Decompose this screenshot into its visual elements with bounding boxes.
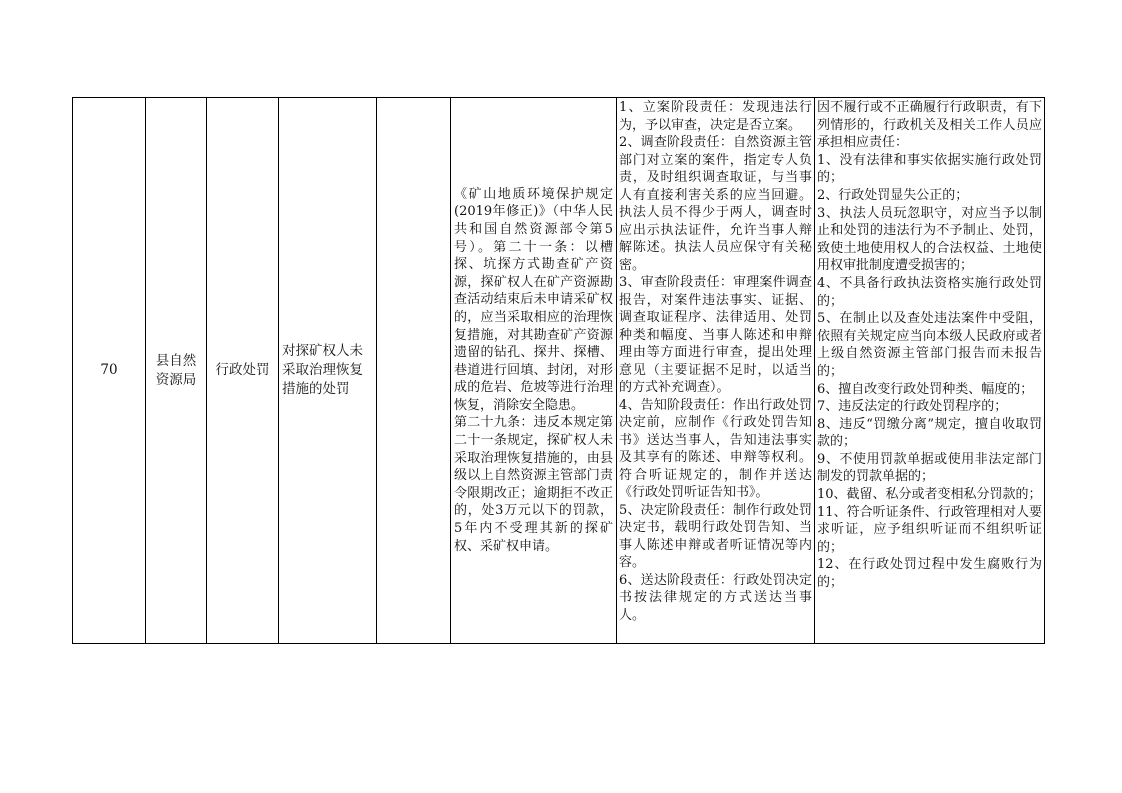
category-cell: 行政处罚 bbox=[207, 98, 279, 644]
sub-item-cell bbox=[377, 98, 451, 644]
legal-basis-text bbox=[451, 186, 616, 555]
liability-item: 4、不具备行政执法资格实施行政处罚的； bbox=[817, 275, 1042, 309]
responsibility-item: 3、审查阶段责任：审理案件调查报告，对案件违法事实、证据、调查取证程序、法律适用、处罚种类和幅度、当事人陈述和申辩理由等方面进行审查，提出处理意见（主要证据不足时，以适当的方式补充调查）。 bbox=[619, 275, 812, 395]
department-cell bbox=[146, 98, 207, 644]
responsibility-clip bbox=[617, 98, 814, 643]
liability-item: 7、违反法定的行政处罚程序的； bbox=[817, 399, 1008, 415]
liability-item: 1、没有法律和事实依据实施行政处罚的； bbox=[817, 152, 1042, 186]
liability-item: 因不履行或不正确履行行政职责，有下列情形的，行政机关及相关工作人员应承担相应责任： bbox=[817, 100, 1042, 151]
legal-basis-paragraph: 第二十九条：违反本规定第二十一条规定，探矿权人未采取治理恢复措施的，由县级以上自然资源主管部门责令限期改正；逾期拒不改正的，处3万元以下的罚款，5年内不受理其新的探矿权、采矿权申请。 bbox=[454, 415, 613, 554]
responsibility-item: 5、决定阶段责任：制作行政处罚决定书，载明行政处罚告知、当事人陈述申辩或者听证情况等内容。 bbox=[619, 502, 812, 570]
liability-clip bbox=[815, 98, 1044, 643]
liability-text bbox=[815, 99, 1044, 592]
responsibility-text bbox=[617, 99, 814, 624]
liability-item: 9、不使用罚款单据或使用非法定部门制发的罚款单据的； bbox=[817, 451, 1042, 485]
liability-item: 10、截留、私分或者变相私分罚款的； bbox=[817, 487, 1042, 503]
responsibility-item: 4、告知阶段责任：作出行政处罚决定前，应制作《行政处罚告知书》送达当事人，告知违法事实及其享有的陈述、申辩等权利。符合听证规定的，制作并送达《行政处罚听证告知书》。 bbox=[619, 397, 812, 500]
liability-item: 6、擅自改变行政处罚种类、幅度的； bbox=[817, 381, 1034, 397]
legal-basis-paragraph: 《矿山地质环境保护规定(2019年修正)》（中华人民共和国自然资源部令第5号）。第二十一条：以槽探、坑探方式勘查矿产资源，探矿权人在矿产资源勘查活动结束后未申请采矿权的，应当采取相应的治理恢复措施，对其勘查矿产资源遗留的钻孔、探井、探槽、巷道进行回填、封闭，对形成的危岩、危坡等进行治理恢复，消除安全隐患。 bbox=[454, 186, 613, 413]
liability-item: 2、行政处罚显失公正的； bbox=[817, 187, 969, 203]
row-number: 70 bbox=[73, 98, 146, 644]
liability-item: 11、符合听证条件、行政管理相对人要求听证，应予组织听证而不组织听证的； bbox=[817, 504, 1042, 555]
responsibility-item: 2、调查阶段责任：自然资源主管部门对立案的案件，指定专人负责，及时组织调查取证，与当事人有直接利害关系的应当回避。执法人员不得少于两人，调查时应出示执法证件，允许当事人辩解陈述。执法人员应保守有关秘密。 bbox=[619, 135, 812, 273]
item-name-cell: 对探矿权人未采取治理恢复措施的处罚 bbox=[279, 98, 377, 644]
responsibility-cell bbox=[617, 98, 815, 644]
legal-basis-cell bbox=[451, 98, 617, 644]
responsibility-item: 6、送达阶段责任：行政处罚决定书按法律规定的方式送达当事人。 bbox=[619, 572, 812, 623]
liability-item: 3、执法人员玩忽职守，对应当予以制止和处罚的违法行为不予制止、处罚，致使土地使用权人的合法权益、土地使用权审批制度遭受损害的； bbox=[817, 205, 1042, 274]
liability-item: 5、在制止以及查处违法案件中受阻，依照有关规定应当向本级人民政府或者上级自然资源主管部门报告而未报告的； bbox=[817, 311, 1042, 379]
duty-table bbox=[72, 97, 1045, 644]
responsibility-item: 1、立案阶段责任：发现违法行为，予以审查，决定是否立案。 bbox=[619, 100, 812, 133]
liability-cell bbox=[815, 98, 1045, 644]
table-row bbox=[73, 98, 1045, 644]
department-text: 县自然资源局 bbox=[155, 352, 197, 388]
liability-item: 8、违反“罚缴分离”规定，擅自收取罚款的； bbox=[817, 416, 1042, 450]
liability-item: 12、在行政处罚过程中发生腐败行为的； bbox=[817, 557, 1042, 591]
